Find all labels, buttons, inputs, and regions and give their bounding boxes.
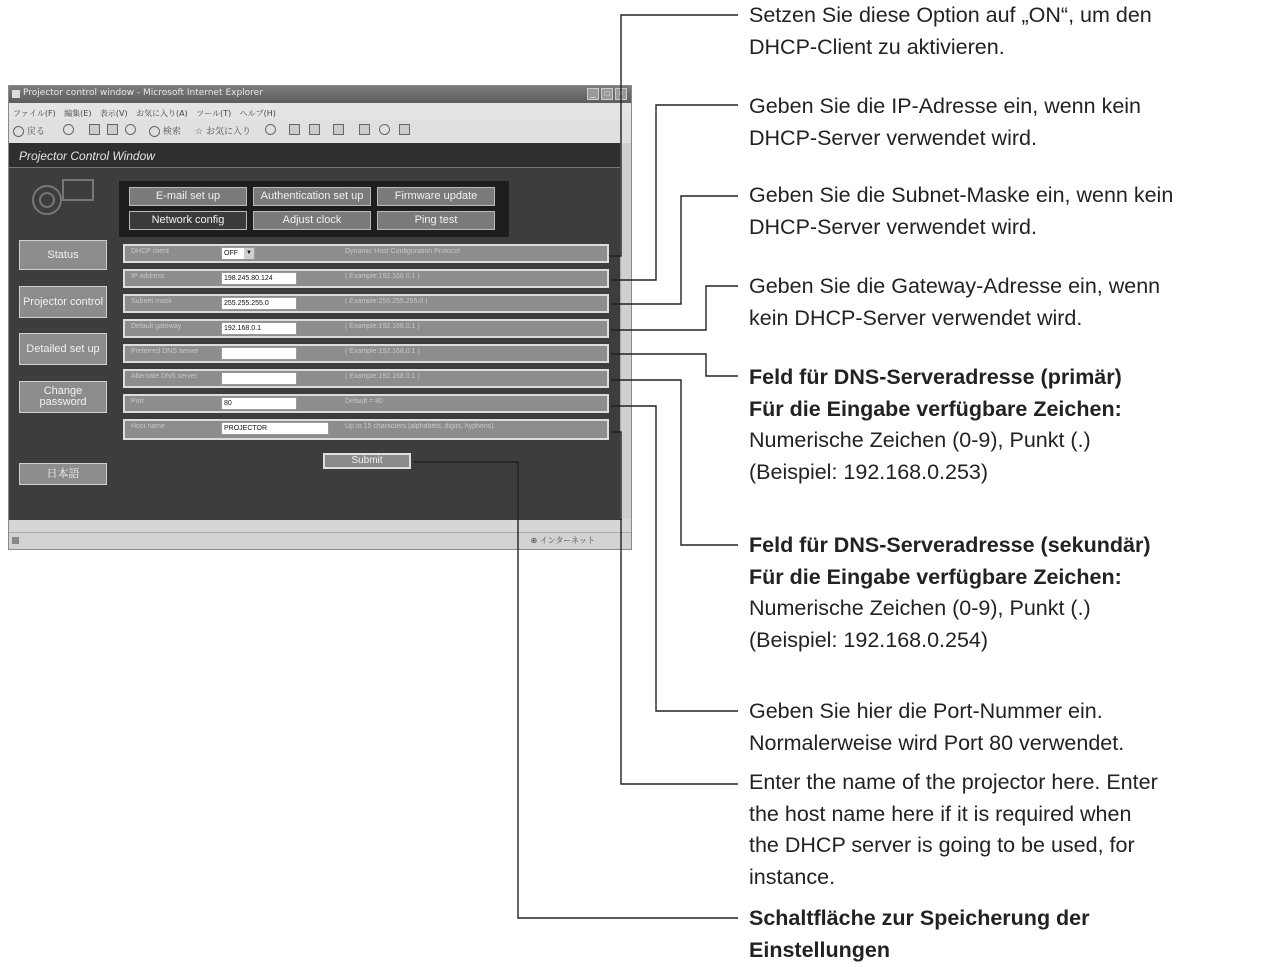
subnet-mask-label: Subnet mask xyxy=(131,298,172,305)
projector-control-label: Projector control xyxy=(22,295,104,308)
close-icon[interactable]: × xyxy=(615,88,627,100)
submit-button-label: Submit xyxy=(351,455,383,466)
host-annotation-line4: instance. xyxy=(749,864,836,889)
submit-callout-line xyxy=(414,462,738,918)
japanese-language-label: 日本語 xyxy=(46,467,80,480)
dns-secondary-annotation-example: (Beispiel: 192.168.0.254) xyxy=(749,627,989,652)
submit-annotation-line2: Einstellungen xyxy=(749,937,890,962)
ip-annotation-line2: DHCP-Server verwendet wird. xyxy=(749,125,1037,150)
submit-annotation-line1: Schaltfläche zur Speicherung der xyxy=(749,906,1090,930)
gateway-annotation-line2: kein DHCP-Server verwendet wird. xyxy=(749,305,1083,330)
host-name-input[interactable]: PROJECTOR xyxy=(221,422,329,435)
ip-callout-line xyxy=(611,105,738,280)
tab-firmware-update-label: Firmware update xyxy=(394,190,478,202)
ip-annotation-line1: Geben Sie die IP-Adresse ein, wenn kein xyxy=(749,94,1142,118)
internet-zone-label: インターネット xyxy=(539,536,595,545)
alternate-dns-hint: ( Example:192.168.0.1 ) xyxy=(345,373,420,380)
port-annotation-line1: Geben Sie hier die Port-Nummer ein. xyxy=(749,699,1103,723)
host-callout-line xyxy=(611,432,738,784)
host-annotation-line3: the DHCP server is going to be used, for xyxy=(749,833,1135,857)
menu-help[interactable]: ヘルプ(H) xyxy=(239,109,276,118)
favorites-label: お気に入り xyxy=(205,127,251,137)
dhcp-annotation-line2: DHCP-Client zu aktivieren. xyxy=(749,34,1005,59)
tab-authentication-setup-label: Authentication set up xyxy=(260,190,364,202)
dns-secondary-callout-line xyxy=(611,380,738,545)
tab-ping-test-label: Ping test xyxy=(414,214,458,226)
page-title: Projector Control Window xyxy=(19,149,155,163)
dns-primary-callout-line xyxy=(611,354,738,376)
gateway-annotation-line1: Geben Sie die Gateway-Adresse ein, wenn xyxy=(749,274,1161,298)
subnet-mask-hint: ( Example:255.255.255.0 ) xyxy=(345,298,428,305)
detailed-setup-label: Detailed set up xyxy=(26,342,100,355)
dhcp-annotation xyxy=(749,0,1152,63)
gateway-callout-line xyxy=(611,286,738,330)
host-name-hint: Up to 15 characters (alphabets, digits, hyphens) xyxy=(345,423,494,430)
subnet-annotation-line2: DHCP-Server verwendet wird. xyxy=(749,214,1037,239)
port-callout-line xyxy=(611,406,738,711)
port-hint: Default = 80 xyxy=(345,398,383,405)
ip-address-input[interactable]: 198.245.80.124 xyxy=(221,272,297,285)
tab-adjust-clock-label: Adjust clock xyxy=(282,214,342,226)
ip-address-hint: ( Example:192.168.0.1 ) xyxy=(345,273,420,280)
gateway-annotation xyxy=(749,271,1160,334)
dns-primary-annotation-chars-heading: Für die Eingabe verfügbare Zeichen: xyxy=(749,396,1122,421)
dhcp-annotation-line1: Setzen Sie diese Option auf „ON“, um den xyxy=(749,3,1152,27)
host-annotation-line2: the host name here if it is required when xyxy=(749,801,1132,826)
dns-secondary-annotation xyxy=(749,530,1150,656)
chevron-down-icon: ▼ xyxy=(244,248,254,259)
submit-annotation xyxy=(749,903,1090,966)
dns-secondary-annotation-chars-heading: Für die Eingabe verfügbare Zeichen: xyxy=(749,564,1122,589)
host-annotation xyxy=(749,767,1158,893)
back-label: 戻る xyxy=(26,127,45,137)
tab-email-setup-label: E-mail set up xyxy=(155,190,221,202)
dhcp-client-hint: Dynamic Host Configuration Protocol xyxy=(345,248,460,255)
menu-file[interactable]: ファイル(F) xyxy=(13,109,56,118)
dns-primary-annotation xyxy=(749,362,1122,488)
search-label: 検索 xyxy=(162,127,181,137)
dns-primary-annotation-example: (Beispiel: 192.168.0.253) xyxy=(749,459,989,484)
browser-title: Projector control window - Microsoft Internet Explorer xyxy=(23,88,263,98)
alternate-dns-label: Alternate DNS server xyxy=(131,373,198,380)
dhcp-client-label: DHCP client xyxy=(131,248,169,255)
subnet-annotation xyxy=(749,180,1173,243)
dns-secondary-annotation-title: Feld für DNS-Serveradresse (sekundär) xyxy=(749,533,1151,557)
preferred-dns-hint: ( Example:192.168.0.1 ) xyxy=(345,348,420,355)
dhcp-callout-line xyxy=(609,15,738,256)
default-gateway-input[interactable]: 192.168.0.1 xyxy=(221,322,297,335)
default-gateway-hint: ( Example:192.168.0.1 ) xyxy=(345,323,420,330)
ip-address-label: IP address xyxy=(131,273,165,280)
maximize-icon[interactable]: □ xyxy=(601,88,613,100)
default-gateway-label: Default gateway xyxy=(131,323,182,330)
menu-view[interactable]: 表示(V) xyxy=(99,109,128,118)
subnet-mask-input[interactable]: 255.255.255.0 xyxy=(221,297,297,310)
dns-primary-annotation-chars: Numerische Zeichen (0-9), Punkt (.) xyxy=(749,428,1091,452)
host-annotation-line1: Enter the name of the projector here. Enter xyxy=(749,770,1158,794)
change-password-label: Change password xyxy=(39,385,87,408)
tab-network-config-label: Network config xyxy=(151,214,225,226)
preferred-dns-label: Preferred DNS server xyxy=(131,348,199,355)
host-name-label: Host name xyxy=(131,423,165,430)
ip-annotation xyxy=(749,91,1141,154)
globe-icon: ⊕ xyxy=(530,536,540,545)
port-annotation xyxy=(749,696,1124,759)
minimize-icon[interactable]: _ xyxy=(587,88,599,100)
port-input[interactable]: 80 xyxy=(221,397,297,410)
star-icon: ☆ xyxy=(195,127,204,137)
subnet-annotation-line1: Geben Sie die Subnet-Maske ein, wenn kein xyxy=(749,183,1174,207)
dns-secondary-annotation-chars: Numerische Zeichen (0-9), Punkt (.) xyxy=(749,596,1091,620)
menu-favorites[interactable]: お気に入り(A) xyxy=(136,109,188,118)
dhcp-client-value: OFF xyxy=(224,250,238,257)
dns-primary-annotation-title: Feld für DNS-Serveradresse (primär) xyxy=(749,365,1122,389)
subnet-callout-line xyxy=(611,196,738,304)
menu-tools[interactable]: ツール(T) xyxy=(196,109,232,118)
port-annotation-line2: Normalerweise wird Port 80 verwendet. xyxy=(749,730,1125,755)
port-label: Port xyxy=(131,398,144,405)
status-button-label: Status xyxy=(47,248,79,261)
menu-edit[interactable]: 編集(E) xyxy=(64,109,92,118)
